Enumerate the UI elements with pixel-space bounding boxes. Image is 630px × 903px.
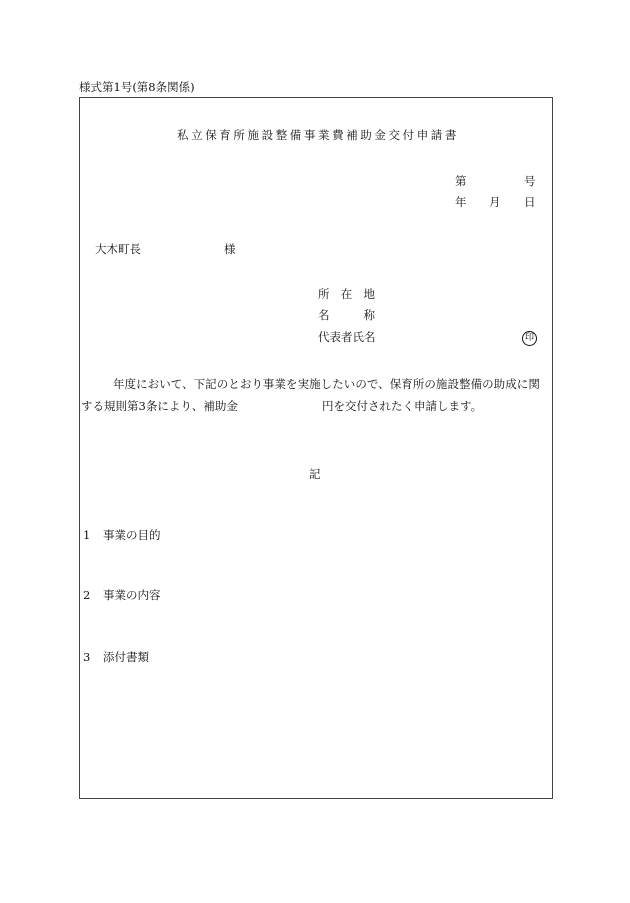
number-prefix: 第 bbox=[455, 174, 467, 188]
addressee: 大木町長 bbox=[95, 242, 141, 256]
item-2-label: 事業の内容 bbox=[103, 588, 161, 602]
address-label bbox=[318, 289, 375, 301]
item-1-number: 1 bbox=[83, 528, 91, 542]
name-label-char: 名 bbox=[318, 308, 330, 322]
form-number: 様式第1号(第8条関係) bbox=[79, 80, 195, 94]
honorific: 様 bbox=[224, 242, 236, 256]
address-label-char: 地 bbox=[363, 287, 375, 301]
date-day: 日 bbox=[524, 195, 536, 209]
date-month: 月 bbox=[489, 195, 501, 209]
address-label-char: 在 bbox=[340, 287, 353, 301]
item-1-label: 事業の目的 bbox=[103, 528, 161, 542]
body-text-line-2-suffix: 円を交付されたく申請します。 bbox=[322, 399, 483, 413]
application-form bbox=[79, 97, 553, 799]
item-3-number: 3 bbox=[83, 650, 91, 664]
name-label-char: 称 bbox=[363, 308, 375, 322]
representative-label: 代表者氏名 bbox=[318, 330, 376, 344]
item-2-number: 2 bbox=[83, 588, 91, 602]
name-label bbox=[318, 310, 375, 322]
body-text-line-2-prefix: する規則第3条により、補助金 bbox=[81, 399, 238, 413]
ki-heading: 記 bbox=[309, 467, 321, 481]
address-label-char: 所 bbox=[318, 287, 330, 301]
item-3-label: 添付書類 bbox=[103, 650, 149, 664]
number-suffix: 号 bbox=[524, 174, 536, 188]
document-title: 私立保育所施設整備事業費補助金交付申請書 bbox=[177, 128, 459, 142]
body-text-line-1: 年度において、下記のとおり事業を実施したいので、保育所の施設整備の助成に関 bbox=[113, 377, 540, 391]
date-year: 年 bbox=[455, 195, 467, 209]
seal-mark: 印 bbox=[522, 331, 537, 346]
